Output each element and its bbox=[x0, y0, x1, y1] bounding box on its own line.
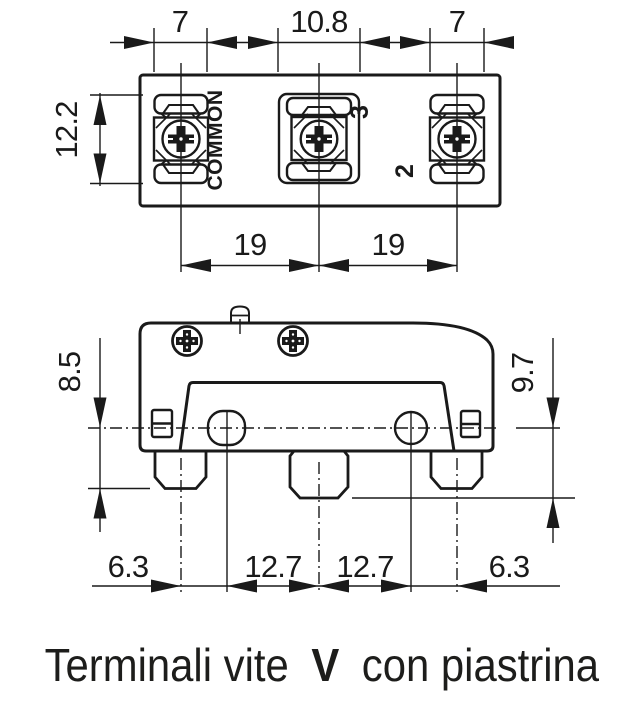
arrowhead bbox=[94, 154, 107, 184]
arrowhead bbox=[319, 259, 349, 272]
caption-bold-v: V bbox=[311, 640, 340, 692]
arrowhead bbox=[547, 398, 560, 428]
arrowhead bbox=[181, 259, 211, 272]
arrowhead bbox=[94, 398, 107, 428]
dim-value-6-3-left: 6.3 bbox=[107, 549, 149, 584]
dim-height-8-5 bbox=[52, 338, 107, 532]
top-view bbox=[49, 4, 514, 272]
terminal-2-label: 2 bbox=[391, 164, 419, 178]
dim-value-9-7: 9.7 bbox=[505, 352, 540, 394]
base-moulding bbox=[180, 383, 454, 452]
dim-value-7-right: 7 bbox=[448, 4, 466, 39]
dim-value-6-3-right: 6.3 bbox=[488, 549, 530, 584]
dim-top-widths bbox=[110, 4, 514, 72]
foot-centerlines bbox=[181, 458, 457, 592]
dim-value-19-right: 19 bbox=[371, 227, 405, 262]
dim-value-8-5: 8.5 bbox=[52, 351, 87, 393]
dim-bottom-chain bbox=[92, 549, 560, 593]
cover-screw-left bbox=[173, 327, 202, 356]
dim-value-10-8: 10.8 bbox=[290, 4, 348, 39]
dim-value-19-left: 19 bbox=[233, 227, 267, 262]
arrowhead bbox=[400, 36, 430, 49]
dim-value-12-2: 12.2 bbox=[49, 101, 84, 159]
dim-height-9-7 bbox=[505, 338, 560, 543]
plunger bbox=[231, 307, 249, 335]
caption-suffix: con piastrina bbox=[361, 640, 600, 692]
caption-text bbox=[45, 640, 600, 691]
arrowhead bbox=[94, 95, 107, 125]
arrowhead bbox=[289, 259, 319, 272]
caption bbox=[45, 640, 600, 691]
arrowhead bbox=[427, 259, 457, 272]
side-latch-right bbox=[461, 411, 480, 437]
arrowhead bbox=[484, 36, 514, 49]
side-view bbox=[52, 307, 575, 593]
arrowhead bbox=[94, 489, 107, 519]
side-latch-left bbox=[152, 410, 172, 437]
arrowhead bbox=[207, 36, 237, 49]
arrowhead bbox=[124, 36, 154, 49]
arrowhead bbox=[248, 36, 278, 49]
arrowhead bbox=[457, 580, 487, 593]
arrowhead bbox=[547, 498, 560, 528]
arrowhead bbox=[360, 36, 390, 49]
dim-value-12-7-right: 12.7 bbox=[336, 549, 394, 584]
dim-terminal-height bbox=[49, 93, 143, 186]
common-terminal-label: COMMON bbox=[204, 89, 227, 191]
caption-prefix: Terminali vite bbox=[44, 640, 289, 692]
terminal-3-label: 3 bbox=[346, 105, 374, 119]
arrowhead bbox=[151, 580, 181, 593]
cover-screw-right bbox=[279, 327, 308, 356]
dim-value-12-7-left: 12.7 bbox=[244, 549, 302, 584]
dim-value-7-left: 7 bbox=[171, 4, 189, 39]
